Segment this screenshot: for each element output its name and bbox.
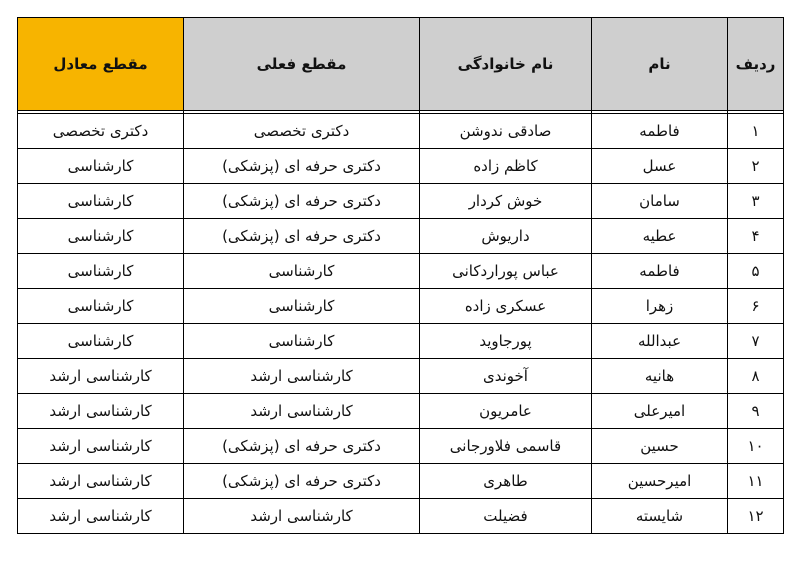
row-number: ۱۱ <box>728 464 784 499</box>
header-last-name: نام خانوادگی <box>420 18 592 111</box>
row-number: ۴ <box>728 219 784 254</box>
row-number: ۷ <box>728 324 784 359</box>
equivalent-degree-cell: کارشناسی <box>18 219 184 254</box>
first-name-cell: عبدالله <box>592 324 728 359</box>
first-name-cell: هانیه <box>592 359 728 394</box>
current-degree-cell: دکتری تخصصی <box>184 114 420 149</box>
header-row <box>18 18 784 111</box>
row-number: ۱۰ <box>728 429 784 464</box>
row-number: ۵ <box>728 254 784 289</box>
table-row <box>18 254 784 289</box>
row-number: ۱ <box>728 114 784 149</box>
row-number: ۱۲ <box>728 499 784 534</box>
first-name-cell: فاطمه <box>592 114 728 149</box>
table-row <box>18 114 784 149</box>
last-name-cell: خوش کردار <box>420 184 592 219</box>
current-degree-cell: کارشناسی ارشد <box>184 359 420 394</box>
current-degree-cell: کارشناسی <box>184 324 420 359</box>
equivalent-degree-cell: کارشناسی <box>18 254 184 289</box>
header-current-degree: مقطع فعلی <box>184 18 420 111</box>
row-number: ۲ <box>728 149 784 184</box>
table-row <box>18 359 784 394</box>
table-row <box>18 324 784 359</box>
header-equivalent-degree: مقطع معادل <box>18 18 184 111</box>
current-degree-cell: کارشناسی <box>184 289 420 324</box>
table-row <box>18 289 784 324</box>
first-name-cell: امیرحسین <box>592 464 728 499</box>
equivalent-degree-cell: کارشناسی ارشد <box>18 359 184 394</box>
equivalent-degree-cell: کارشناسی ارشد <box>18 464 184 499</box>
header-first-name: نام <box>592 18 728 111</box>
current-degree-cell: کارشناسی ارشد <box>184 499 420 534</box>
first-name-cell: سامان <box>592 184 728 219</box>
table-row <box>18 184 784 219</box>
last-name-cell: فضیلت <box>420 499 592 534</box>
degree-table <box>17 17 784 534</box>
equivalent-degree-cell: دکتری تخصصی <box>18 114 184 149</box>
last-name-cell: کاظم زاده <box>420 149 592 184</box>
current-degree-cell: دکتری حرفه ای (پزشکی) <box>184 219 420 254</box>
current-degree-cell: دکتری حرفه ای (پزشکی) <box>184 429 420 464</box>
first-name-cell: عطیه <box>592 219 728 254</box>
row-number: ۹ <box>728 394 784 429</box>
last-name-cell: عباس پوراردکانی <box>420 254 592 289</box>
last-name-cell: عامریون <box>420 394 592 429</box>
first-name-cell: شایسته <box>592 499 728 534</box>
last-name-cell: طاهری <box>420 464 592 499</box>
equivalent-degree-cell: کارشناسی <box>18 149 184 184</box>
first-name-cell: امیرعلی <box>592 394 728 429</box>
table-row <box>18 219 784 254</box>
first-name-cell: زهرا <box>592 289 728 324</box>
equivalent-degree-cell: کارشناسی <box>18 324 184 359</box>
table-row <box>18 149 784 184</box>
degree-table-container <box>17 17 783 534</box>
equivalent-degree-cell: کارشناسی ارشد <box>18 394 184 429</box>
current-degree-cell: دکتری حرفه ای (پزشکی) <box>184 184 420 219</box>
table-row <box>18 394 784 429</box>
first-name-cell: حسین <box>592 429 728 464</box>
equivalent-degree-cell: کارشناسی <box>18 184 184 219</box>
table-row <box>18 499 784 534</box>
header-row-number: ردیف <box>728 18 784 111</box>
row-number: ۳ <box>728 184 784 219</box>
table-row <box>18 464 784 499</box>
equivalent-degree-cell: کارشناسی ارشد <box>18 499 184 534</box>
row-number: ۸ <box>728 359 784 394</box>
first-name-cell: فاطمه <box>592 254 728 289</box>
first-name-cell: عسل <box>592 149 728 184</box>
last-name-cell: عسکری زاده <box>420 289 592 324</box>
last-name-cell: آخوندی <box>420 359 592 394</box>
current-degree-cell: کارشناسی <box>184 254 420 289</box>
row-number: ۶ <box>728 289 784 324</box>
last-name-cell: پورجاوید <box>420 324 592 359</box>
equivalent-degree-cell: کارشناسی <box>18 289 184 324</box>
last-name-cell: صادقی ندوشن <box>420 114 592 149</box>
current-degree-cell: کارشناسی ارشد <box>184 394 420 429</box>
last-name-cell: داریوش <box>420 219 592 254</box>
last-name-cell: قاسمی فلاورجانی <box>420 429 592 464</box>
equivalent-degree-cell: کارشناسی ارشد <box>18 429 184 464</box>
table-row <box>18 429 784 464</box>
current-degree-cell: دکتری حرفه ای (پزشکی) <box>184 149 420 184</box>
current-degree-cell: دکتری حرفه ای (پزشکی) <box>184 464 420 499</box>
